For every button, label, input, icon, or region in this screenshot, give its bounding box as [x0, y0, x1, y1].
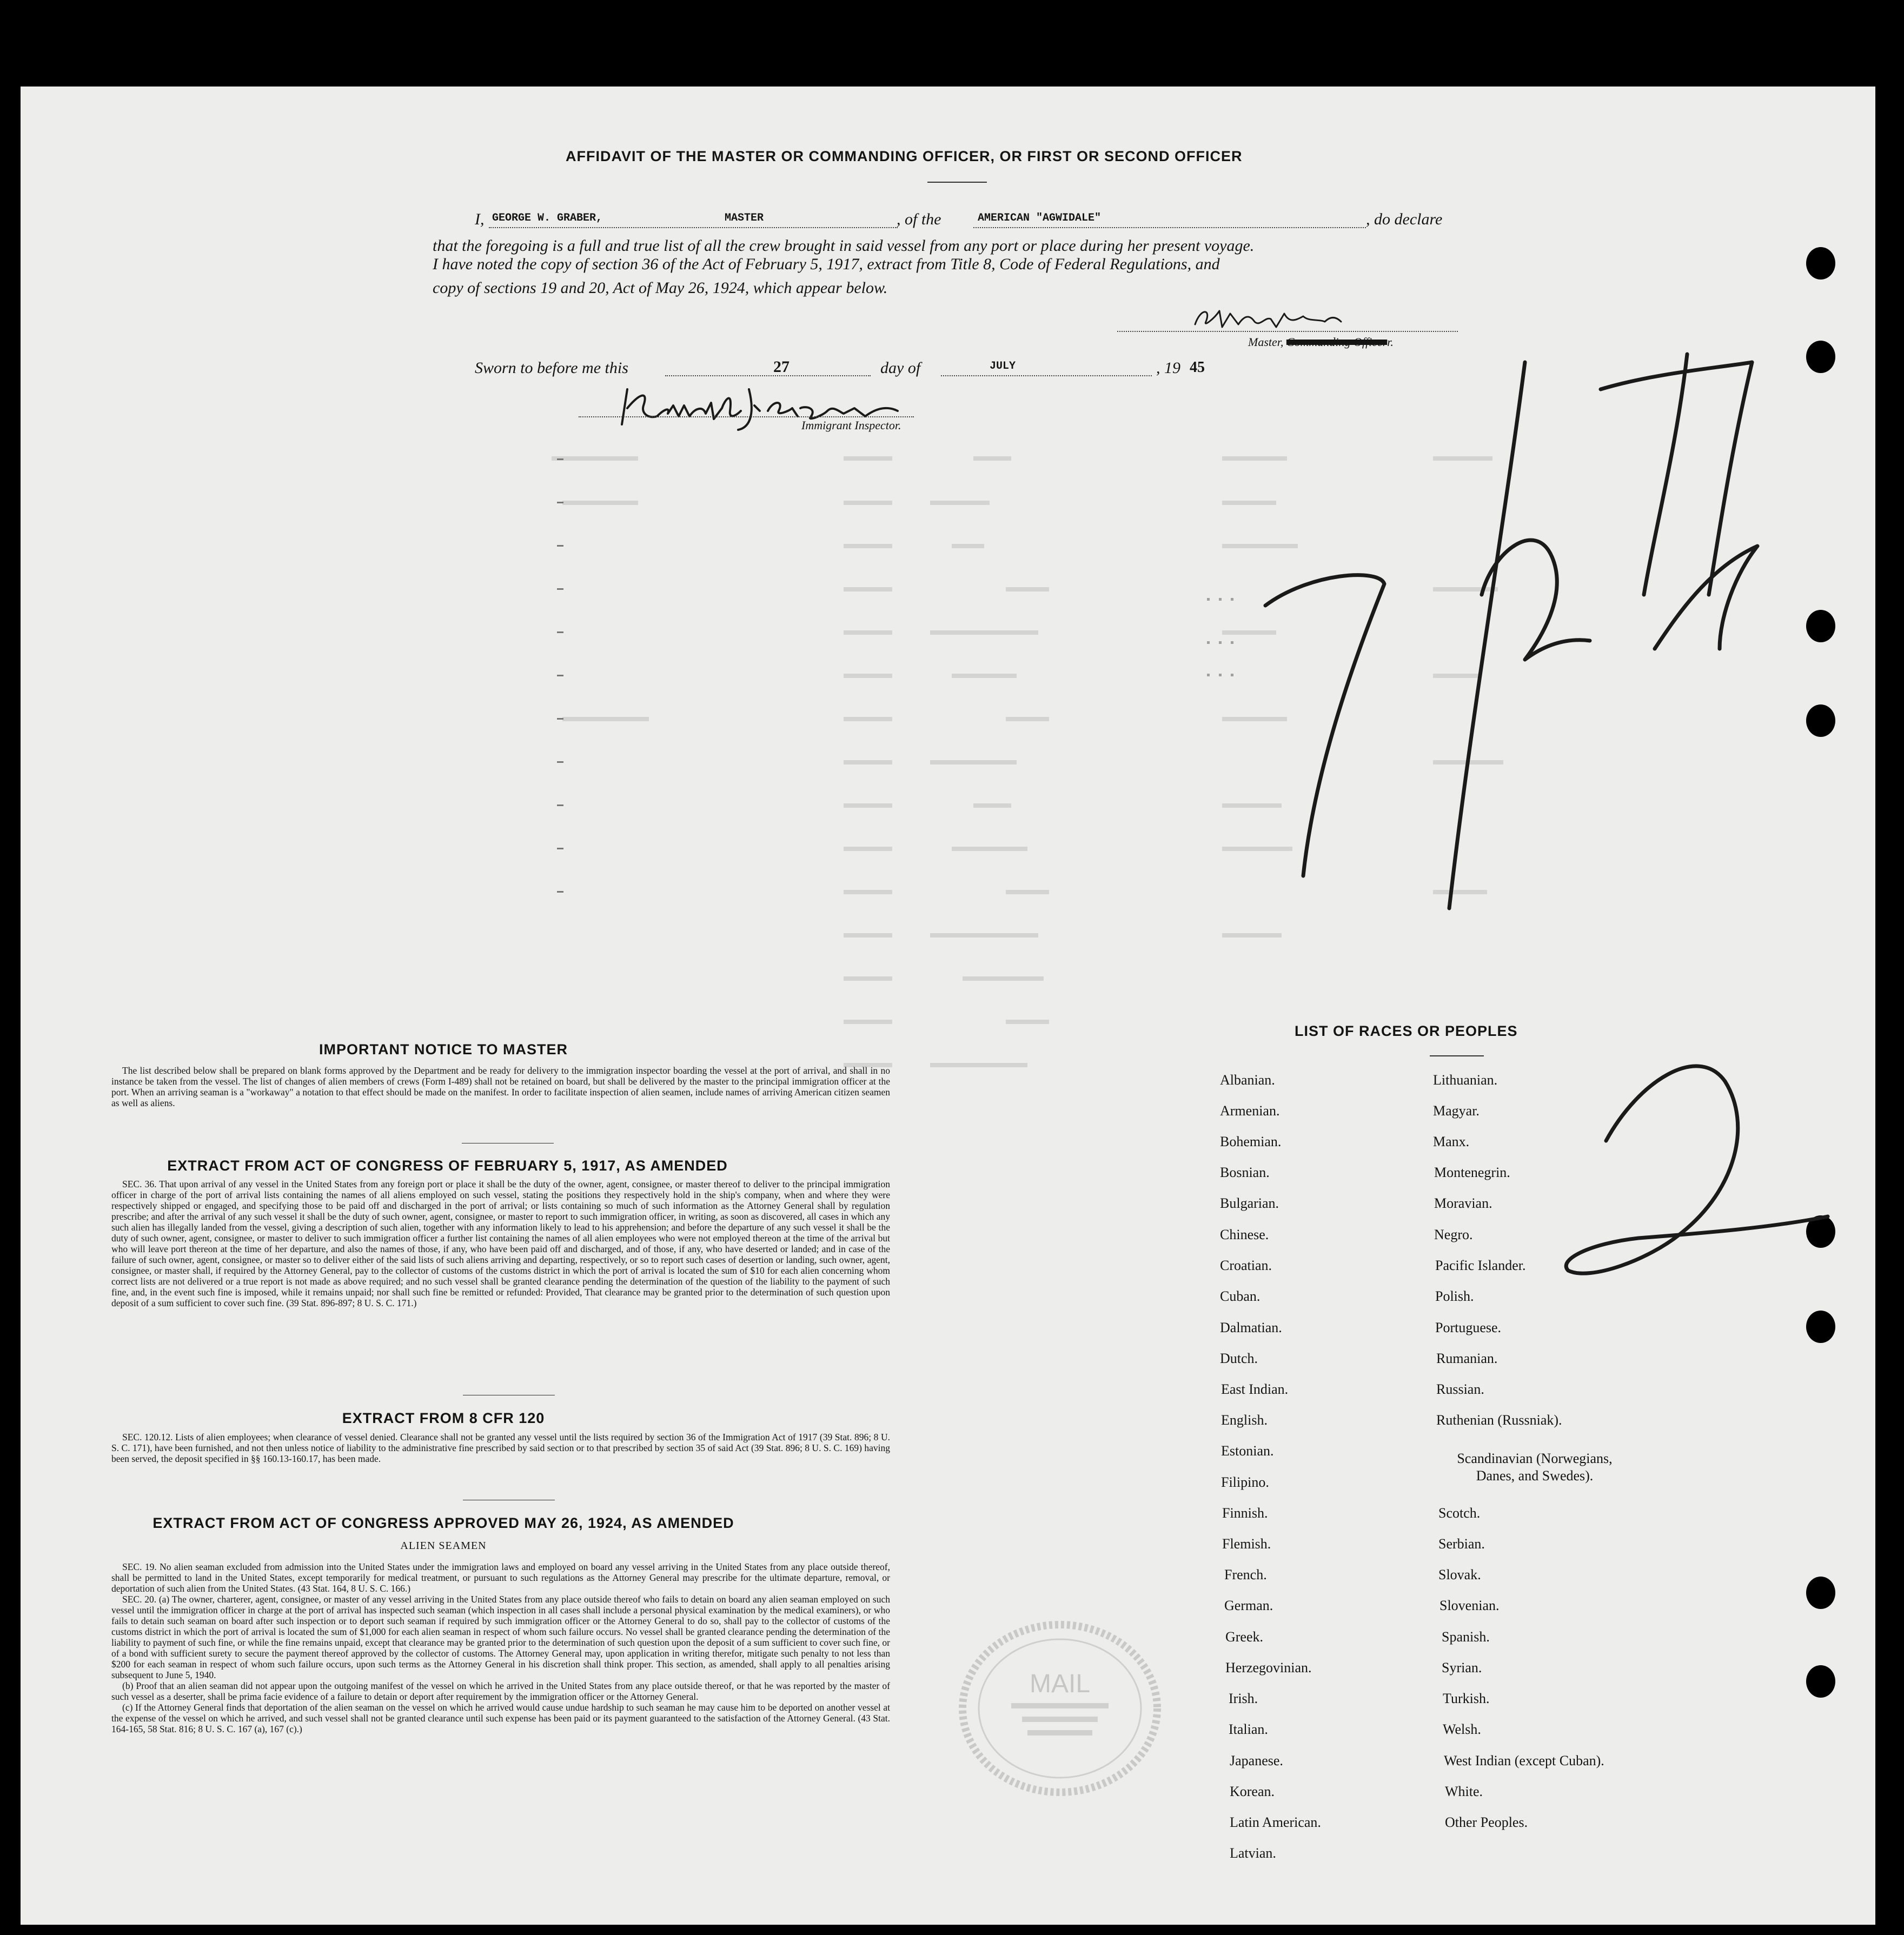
race-item: Welsh. — [1443, 1721, 1481, 1737]
race-item: West Indian (except Cuban). — [1444, 1753, 1604, 1768]
race-item: Japanese. — [1230, 1753, 1283, 1768]
race-item: French. — [1224, 1567, 1267, 1582]
race-item: Bosnian. — [1220, 1165, 1270, 1180]
sec-120-text: SEC. 120.12. Lists of alien employees; when clearance of vessel denied. Clearance shall not be granted any vessel until the lists required by section 36 of the Immigration Act of 1917 (39 Stat. 896; 8 U. S. C. 171), have been furnished, and not then unless notice of liability to the administrative fine prescribed by said section or to that prescribed by section 35 of said Act (39 Stat. 896; 8 U. S. C. 169) having been served, the deposit specified in §§ 160.13-160.17, has been made. — [111, 1432, 890, 1464]
struck-tail: r. — [1387, 335, 1394, 349]
affidavit-line-2: that the foregoing is a full and true list of all the crew brought in said vessel from any port or place during her present voyage. — [433, 237, 1255, 255]
race-item: Portuguese. — [1435, 1320, 1502, 1335]
race-item: Slovak. — [1438, 1567, 1481, 1582]
pronoun-i: I, — [475, 210, 485, 228]
races-divider — [1430, 1055, 1484, 1056]
race-item: Korean. — [1230, 1784, 1275, 1799]
of-the-text: , of the — [897, 210, 941, 228]
race-item: Montenegrin. — [1434, 1165, 1510, 1180]
race-item: Filipino. — [1221, 1474, 1269, 1490]
stamp-word: MAIL — [1029, 1670, 1091, 1698]
race-item: Cuban. — [1220, 1288, 1261, 1304]
notice-body — [111, 1065, 890, 1108]
punch-hole — [1806, 247, 1835, 280]
sec-20a-text: SEC. 20. (a) The owner, charterer, agent, consignee, or master of any vessel arriving in the United States from any place outside thereof who fails to detain on board any alien seaman employed on such vessel until the immigration officer in charge at the port of arrival has inspected such seaman (which inspection in all cases shall include a personal physical examination by the medical examiners), or who fails to detain such seaman on board after such inspection or to deport such seaman if required by such immigration officer or the Attorney General to do so, shall pay to the collector of customs of the customs district in which the port of arrival is located the sum of $1,000 for each alien seaman in respect of whom such failure occurs. No vessel shall be granted clearance pending the determination of the liability to payment of such fine, or while the fine remains unpaid, except that clearance may be granted prior to the determination of such question upon the deposit of a sum sufficient to cover such fine, or of a bond with sufficient surety to secure the payment thereof approved by the collector of customs. The Attorney General may, upon application in writing therefor, mitigate such penalty to not less than $200 for each seaman in respect of whom such failure occurs, upon such terms as the Attorney General in his discretion shall think proper. This section, as amended, shall apply to all penalties arising subsequent to June 5, 1940. — [111, 1594, 890, 1680]
notice-text: The list described below shall be prepared on blank forms approved by the Department and be ready for delivery to the immigration inspector boarding the vessel at the port of arrival, and shall in no instance be taken from the vessel. The list of changes of alien members of crews (Form I-489) shall not be retained on board, but shall be delivered by the master to the principal immigration officer at the port. When an arriving seaman is a "workaway" a notation to that effect should be made on the manifest. In order to facilitate inspection of alien seamen, include names of arriving American citizen seamen as well as aliens. — [111, 1065, 890, 1108]
race-item: Russian. — [1436, 1381, 1484, 1397]
race-item: Latvian. — [1230, 1845, 1276, 1861]
extract-1924-title: EXTRACT FROM ACT OF CONGRESS APPROVED MAY 26, 1924, AS AMENDED — [152, 1515, 734, 1531]
race-item: Slovenian. — [1439, 1598, 1500, 1613]
handwritten-page-mark — [1557, 1049, 1839, 1330]
race-item: Dalmatian. — [1220, 1320, 1282, 1335]
race-item: Other Peoples. — [1445, 1814, 1528, 1830]
affidavit-line-4: copy of sections 19 and 20, Act of May 26, 1924, which appear below. — [433, 279, 888, 297]
day-of-text: day of — [880, 359, 921, 377]
race-item: Herzegovinian. — [1225, 1660, 1312, 1675]
punch-hole — [1806, 1665, 1835, 1698]
race-item: Dutch. — [1220, 1351, 1258, 1366]
sworn-prefix: Sworn to before me this — [475, 359, 628, 377]
master-name: GEORGE W. GRABER, — [492, 212, 603, 224]
race-item: Negro. — [1434, 1227, 1473, 1242]
race-item: Greek. — [1225, 1629, 1264, 1645]
notice-title: IMPORTANT NOTICE TO MASTER — [319, 1041, 568, 1058]
extract-1917-title: EXTRACT FROM ACT OF CONGRESS OF FEBRUARY 5, 1917, AS AMENDED — [167, 1158, 728, 1174]
sworn-month: JULY — [990, 360, 1016, 373]
race-item: Rumanian. — [1436, 1351, 1498, 1366]
race-item: Ruthenian (Russniak). — [1436, 1412, 1562, 1428]
extract-cfr-body — [111, 1432, 890, 1464]
race-item: Pacific Islander. — [1435, 1258, 1526, 1273]
race-item: Scotch. — [1438, 1505, 1481, 1521]
affidavit-line-1 — [475, 210, 1464, 232]
sec-19-text: SEC. 19. No alien seaman excluded from admission into the United States under the immigration laws and employed on board any vessel arriving in the United States from any place outside thereof, shall be permitted to land in the United States, except temporarily for medical treatment, or pursuant to such regulations as the Attorney General may prescribe for the ultimate departure, removal, or deportation of such alien from the United States. (43 Stat. 164, 8 U. S. C. 166.) — [111, 1561, 890, 1594]
race-item: Spanish. — [1442, 1629, 1490, 1645]
sec-20b-text: (b) Proof that an alien seaman did not appear upon the outgoing manifest of the vessel on which he arrived in the United States from any place outside thereof, or that he was reported by the master of such vessel as a deserter, shall be prima facie evidence of a failure to detain or deport after requirement by the immigration officer or the Attorney General. — [111, 1680, 890, 1702]
race-item: Bulgarian. — [1220, 1195, 1279, 1211]
race-item: Armenian. — [1220, 1103, 1280, 1119]
race-item: Lithuanian. — [1433, 1072, 1498, 1088]
race-item: Albanian. — [1220, 1072, 1275, 1088]
race-item: Irish. — [1229, 1691, 1258, 1706]
race-item: Croatian. — [1220, 1258, 1272, 1273]
race-item: German. — [1224, 1598, 1273, 1613]
inspector-caption: Immigrant Inspector. — [801, 418, 901, 432]
do-declare-text: , do declare — [1366, 210, 1443, 228]
sec-20c-text: (c) If the Attorney General finds that deportation of the alien seaman on the vessel on which he arrived would cause undue hardship to such seaman he may cause him to be deported on another vessel at the expense of the vessel on which he arrived, and such vessel shall not be granted clearance until such expense has been paid or its payment guaranteed to the satisfaction of the Attorney General. (43 Stat. 164-165, 58 Stat. 816; 8 U. S. C. 167 (a), 167 (c).) — [111, 1702, 890, 1734]
race-item: Serbian. — [1438, 1536, 1485, 1552]
month-fill-line — [941, 375, 1152, 376]
title-divider — [927, 182, 987, 183]
race-item: Estonian. — [1221, 1443, 1274, 1459]
race-item: Magyar. — [1433, 1103, 1480, 1119]
race-item: Moravian. — [1434, 1195, 1492, 1211]
race-item: Latin American. — [1230, 1814, 1321, 1830]
race-item: Chinese. — [1220, 1227, 1269, 1242]
race-item: English. — [1221, 1412, 1268, 1428]
race-item: East Indian. — [1221, 1381, 1289, 1397]
name-fill-line — [489, 227, 898, 228]
affidavit-title: AFFIDAVIT OF THE MASTER OR COMMANDING OFFICER, OR FIRST OR SECOND OFFICER — [566, 148, 1243, 164]
master-rank: MASTER — [725, 212, 764, 224]
affidavit-line-3: I have noted the copy of section 36 of the Act of February 5, 1917, extract from Title 8, Code of Federal Regulations, and — [433, 255, 1220, 273]
sec-36-text: SEC. 36. That upon arrival of any vessel in the United States from any foreign port or place it shall be the duty of the owner, agent, consignee, or master thereof to deliver to the principal immigration officer in charge of the port of arrival lists containing the names of all aliens employed on such vessel, stating the positions they respectively hold in the ship's company, when and where they were respectively shipped or engaged, and specifying those to be paid off and discharged in the port of arrival; or lists containing so much of such information as the Attorney General shall by regulation prescribe; and after the arrival of any such vessel it shall be the duty of such owner, agent, consignee, or master to report to such immigration officer, in writing, as soon as discovered, all cases in which any such alien has illegally landed from the vessel, giving a description of such alien, together with any information likely to lead to his apprehension; and before the departure of any such vessel it shall be the duty of such owner, agent, consignee, or master to deliver to such immigration officer a further list containing the names of all alien employees who were not employed thereon at the time of the arrival but who will leave port thereon at the time of her departure, and also the names of those, if any, who have been paid off and discharged, and of those, if any, who have deserted or landed; and in case of the failure of such owner, agent, consignee, or master so to deliver either of the said lists of such aliens arriving and departing, respectively, or so to report such cases of desertion or landing, such owner, agent, consignee, or master shall, if required by the Attorney General, pay to the collector of customs of the customs district in which the port of arrival is located the sum of $10 for each alien concerning whom correct lists are not delivered or a true report is not made as above required; and no such vessel shall be granted clearance pending the determination of the question of the liability to the payment of such fine, and, in the event such fine is imposed, while it remains unpaid; nor shall such fine be remitted or refunded: Provided, That clearance may be granted prior to the determination of such question upon deposit of a sum sufficient to cover such fine. (39 Stat. 896-897; 8 U. S. C. 171.) — [111, 1179, 890, 1308]
race-item: Syrian. — [1442, 1660, 1482, 1675]
race-item: Manx. — [1433, 1134, 1470, 1149]
day-fill-line — [665, 375, 871, 376]
race-item: Flemish. — [1222, 1536, 1271, 1552]
year-suffix: 45 — [1190, 359, 1205, 376]
handwritten-date-mark — [1244, 314, 1812, 935]
vessel-name: AMERICAN "AGWIDALE" — [978, 212, 1102, 224]
race-item: Polish. — [1435, 1288, 1474, 1304]
races-title: LIST OF RACES OR PEOPLES — [1295, 1023, 1518, 1039]
punch-hole — [1806, 1577, 1835, 1609]
race-item: Scandinavian (Norwegians, Danes, and Swedes). — [1457, 1451, 1613, 1484]
struck-title: Commanding Officer — [1286, 335, 1388, 349]
inspector-signature-line — [579, 416, 914, 417]
extract-1924-subtitle: ALIEN SEAMEN — [400, 1540, 487, 1552]
row-dash-marks — [557, 454, 568, 995]
extract-1917-body — [111, 1179, 890, 1308]
race-item: Italian. — [1229, 1721, 1268, 1737]
race-item: Bohemian. — [1220, 1134, 1282, 1149]
vessel-fill-line — [973, 227, 1366, 228]
year-prefix: , 19 — [1156, 359, 1180, 377]
sworn-day: 27 — [773, 358, 790, 376]
extract-cfr-title: EXTRACT FROM 8 CFR 120 — [342, 1410, 545, 1426]
master-label: Master, — [1248, 335, 1284, 349]
race-item: White. — [1445, 1784, 1483, 1799]
race-item: Finnish. — [1222, 1505, 1268, 1521]
mail-stamp — [952, 1617, 1168, 1800]
extract-1924-body — [111, 1561, 890, 1734]
race-item: Turkish. — [1443, 1691, 1490, 1706]
